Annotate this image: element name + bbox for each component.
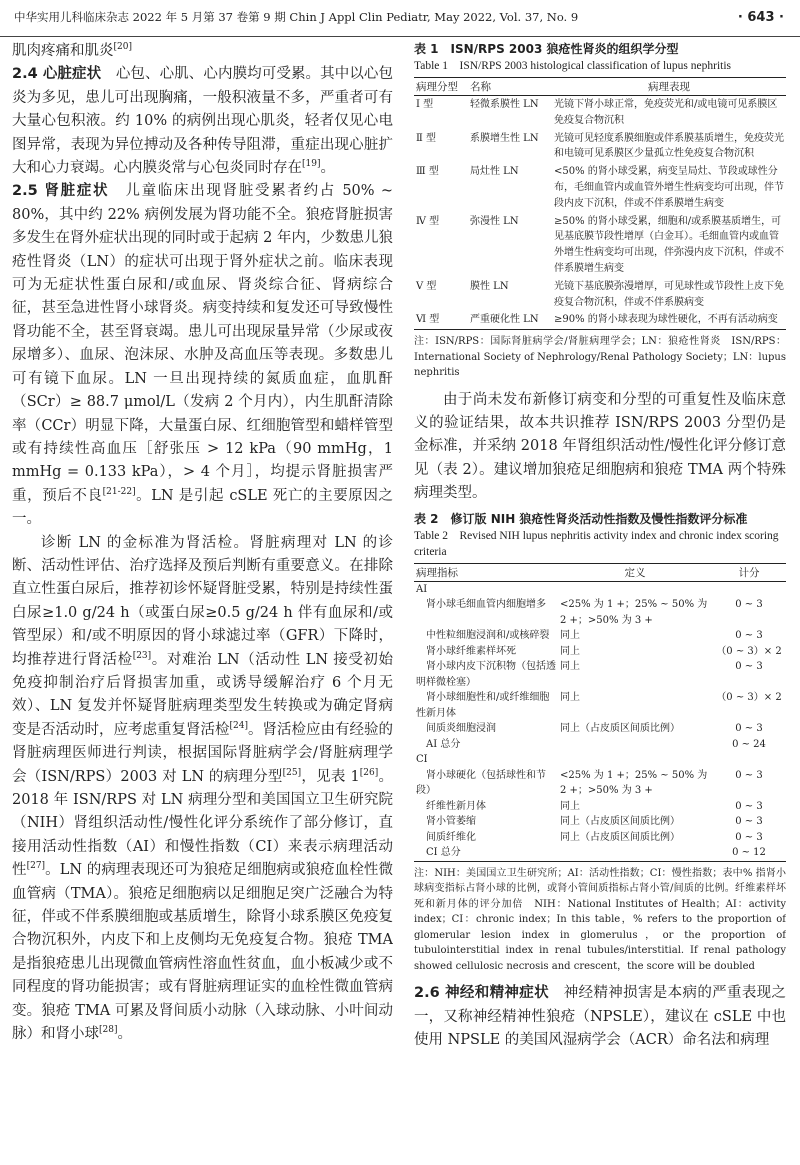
table2-caption-en: Table 2 Revised NIH lupus nephritis activity index and chronic index scoring criteria bbox=[414, 529, 779, 558]
table-header: 病理指标 bbox=[414, 563, 558, 581]
table-header: 病理表现 bbox=[552, 78, 786, 96]
table2-caption-cn: 表 2 修订版 NIH 狼疮性肾炎活动性指数及慢性指数评分标准 bbox=[414, 511, 748, 526]
table1 bbox=[414, 77, 786, 330]
table-row: 间质纤维化 同上（占皮质区间质比例） 0 ~ 3 bbox=[416, 831, 763, 843]
page-number: · 643 · bbox=[737, 10, 784, 25]
table-row: 肾小球硬化（包括球性和节段） <25% 为 1 +；25% ~ 50% 为 2 +；>50% 为 3 + 0 ~ 3 bbox=[416, 769, 763, 797]
section-title: 2.4 心脏症状 bbox=[12, 66, 102, 83]
table-row: 肾小管萎缩 同上（占皮质区间质比例） 0 ~ 3 bbox=[416, 816, 763, 828]
table-row: 纤维性新月体 同上 0 ~ 3 bbox=[416, 800, 763, 812]
table-row: Ⅲ 型 局灶性 LN <50% 的肾小球受累，病变呈局灶、节段或球性分布，毛细血管内或血管外增生性病变均可出现，伴节段内皮下沉积，伴或不伴系膜增生病变 bbox=[416, 166, 784, 209]
section-title: 2.5 肾脏症状 bbox=[12, 183, 110, 200]
table-row: Ⅴ 型 膜性 LN 光镜下基底膜弥漫增厚，可见球性或节段性上皮下免疫复合物沉积，伴或不伴系膜病变 bbox=[416, 280, 784, 308]
section-2-6: 2.6 神经和精神症状 神经精神损害是本病的严重表现之一，又称神经精神性狼疮（NPSLE），建议在 cSLE 中也使用 NPSLE 的美国风湿病学会（ACR）命名法和病理 bbox=[414, 985, 786, 1048]
table2-note: 注：NIH：美国国立卫生研究所；AI：活动性指数；CI：慢性指数；表中% 指肾小球病变指标占肾小球的比例，或肾小管间质指标占肾小管/间质的比例。纤维素样坏死和新月体的评分加倍 NIH：National Institutes of Health；AI：activity index；CI：chronic index；In this table，% refers to the proportion of glomerular lesion index in glomerulus，or the proportion of tubulointerstitial index in renal tubules/interstitial. If renal pathology showed cellulosic necrosis and crescent，the score will be doubled bbox=[414, 867, 786, 972]
table-row: 肾小球毛细血管内细胞增多 <25% 为 1 +；25% ~ 50% 为 2 +；>50% 为 3 + 0 ~ 3 bbox=[416, 599, 763, 626]
paragraph-recommendation: 由于尚未发布新修订病变和分型的可重复性及临床意义的验证结果，故本共识推荐 ISN/RPS 2003 分型仍是金标准，并采纳 2018 年肾组织活动性/慢性化评分修订意见（表 2）。建议增加狼疮足细胞病和狼疮 TMA 两个特殊病理类型。 bbox=[414, 391, 786, 502]
table-row: 肾小球细胞性和/或纤维细胞性新月体 同上 （0 ~ 3）× 2 bbox=[416, 692, 782, 719]
table2 bbox=[414, 563, 786, 862]
left-column bbox=[12, 40, 393, 1160]
paragraph-myositis: 肌肉疼痛和肌炎[20] bbox=[12, 42, 132, 59]
table1-caption-en: Table 1 ISN/RPS 2003 histological classification of lupus nephritis bbox=[414, 60, 732, 72]
table-header: 计分 bbox=[712, 563, 786, 581]
right-column bbox=[414, 40, 786, 1160]
table-row: 中性粒细胞浸润和/或核碎裂 同上 0 ~ 3 bbox=[416, 630, 763, 642]
table-header: 定义 bbox=[558, 563, 712, 581]
table-row: CI 总分 0 ~ 12 bbox=[414, 845, 786, 861]
header-rule bbox=[0, 36, 800, 37]
section-2-5: 2.5 肾脏症状 儿童临床出现肾脏受累者约占 50% ~ 80%，其中约 22% 病例发展为肾功能不全。狼疮肾脏损害多发生在肾外症状出现的同时或于起病 2 年内，少数患儿狼疮性肾炎（LN）的症状可出现于肾外症状之前。临床表现可为无症状性蛋白尿和/或血尿、肾炎综合征、肾病综合征，甚至急进性肾小球肾炎。病变持续和复发还可导致慢性肾功能不全，甚至肾衰竭。患儿可出现尿量异常（少尿或夜尿增多）、血尿、泡沫尿、水肿及高血压等表现。多数患儿可有镜下血尿。LN 一旦出现持续的氮质血症，血肌酐（SCr）≥ 88.7 μmol/L（发病 2 个月内），内生肌酐清除率（CCr）明显下降，大量蛋白尿、红细胞管型和蜡样管型或有持续性高血压［舒张压 > 12 kPa（90 mmHg，1 mmHg = 0.133 kPa），> 4 个月］，均提示肾脏损害严重，预后不良[21-22]。LN 是引起 cSLE 死亡的主要原因之一。 bbox=[12, 183, 393, 528]
table-header: 病理分型 bbox=[414, 78, 468, 96]
page-header bbox=[0, 0, 800, 40]
section-title: 2.6 神经和精神症状 bbox=[414, 985, 549, 1002]
table-row: AI 总分 0 ~ 24 bbox=[416, 738, 766, 750]
table-row: Ⅰ 型 轻微系膜性 LN 光镜下肾小球正常，免疫荧光和/或电镜可见系膜区免疫复合物沉积 bbox=[416, 99, 778, 126]
table1-caption-cn: 表 1 ISN/RPS 2003 狼疮性肾炎的组织学分型 bbox=[414, 42, 679, 56]
table-row: Ⅱ 型 系膜增生性 LN 光镜可见轻度系膜细胞或伴系膜基质增生，免疫荧光和电镜可见系膜区少量孤立性免疫复合物沉积 bbox=[416, 132, 784, 160]
table-row: 肾小球内皮下沉积物（包括透明样微栓塞） 同上 0 ~ 3 bbox=[416, 661, 763, 688]
table-row: AI bbox=[416, 583, 428, 595]
table1-note: 注：ISN/RPS：国际肾脏病学会/肾脏病理学会；LN：狼疮性肾炎 ISN/RPS：International Society of Nephrology/Renal Pathology Society；LN：lupus nephritis bbox=[414, 336, 786, 379]
table-row: Ⅳ 型 弥漫性 LN ≥50% 的肾小球受累，细胞和/或系膜基质增生，可见基底膜节段性增厚（白金耳）。毛细血管内或血管外增生性病变均可出现，伴弥漫内皮下沉积，伴或不伴系膜增生病变 bbox=[416, 215, 784, 274]
section-2-4: 2.4 心脏症状 心包、心肌、心内膜均可受累。其中以心包炎为多见，患儿可出现胸痛，一般积液量不多，严重者可有大量心包积液。约 10% 的病例出现心肌炎，轻者仅见心电图异常，表现为异位搏动及各种传导阻滞，重症出现心脏扩大和心力衰竭。心内膜炎常与心包炎同时存在[19]。 bbox=[12, 66, 393, 177]
table-row: 间质炎细胞浸润 同上（占皮质区间质比例） 0 ~ 3 bbox=[416, 723, 763, 735]
table-header: 名称 bbox=[468, 78, 552, 96]
paragraph-diagnosis: 诊断 LN 的金标准为肾活检。肾脏病理对 LN 的诊断、活动性评估、治疗选择及预后判断有重要意义。在排除直立性蛋白尿后，推荐初诊怀疑肾脏受累，特别是持续性蛋白尿≥1.0 g/24 h（或蛋白尿≥0.5 g/24 h 伴有血尿和/或管型尿）和/或不明原因的肾小球滤过率（GFR）下降时，均推荐进行肾活检[23]。对难治 LN（活动性 LN 接受初始免疫抑制治疗后肾损害加重，或诱导缓解治疗 6 个月无效）、LN 复发并怀疑肾脏病理类型发生转换或为确定肾病变是否活动时，应考虑重复肾活检[24]。肾活检应由有经验的肾脏病理医师进行判读，根据国际肾脏病学会/肾脏病理学会（ISN/RPS）2003 对 LN 的病理分型[25]，见表 1[26]。2018 年 ISN/RPS 对 LN 病理分型和美国国立卫生研究院（NIH）肾组织活动性/慢性化评分系统作了部分修订，直接用活动性指数（AI）和慢性指数（CI）来表示病理活动性[27]。LN 的病理表现还可为狼疮足细胞病或狼疮血栓性微血管病（TMA）。狼疮足细胞病以足细胞足突广泛融合为特征，伴或不伴系膜细胞或基质增生，除肾小球系膜区免疫复合物沉积外，内皮下和上皮侧均无免疫复合物。狼疮 TMA 是指狼疮患儿出现微血管病性溶血性贫血，血小板减少或不同程度的肾功能损害；或有肾脏病理证实的血栓性微血管病变。狼疮 TMA 可累及肾间质小动脉（入球动脉、小叶间动脉）和肾小球[28]。 bbox=[12, 534, 393, 1043]
table-row: 肾小球纤维素样坏死 同上 （0 ~ 3）× 2 bbox=[416, 645, 782, 657]
table-row: CI bbox=[416, 754, 428, 766]
table-row: Ⅵ 型 严重硬化性 LN ≥90% 的肾小球表现为球性硬化，不再有活动病变 bbox=[414, 311, 786, 329]
journal-header: 中华实用儿科临床杂志 2022 年 5 月第 37 卷第 9 期 Chin J Appl Clin Pediatr, May 2022, Vol. 37, No. 9 bbox=[14, 10, 579, 24]
